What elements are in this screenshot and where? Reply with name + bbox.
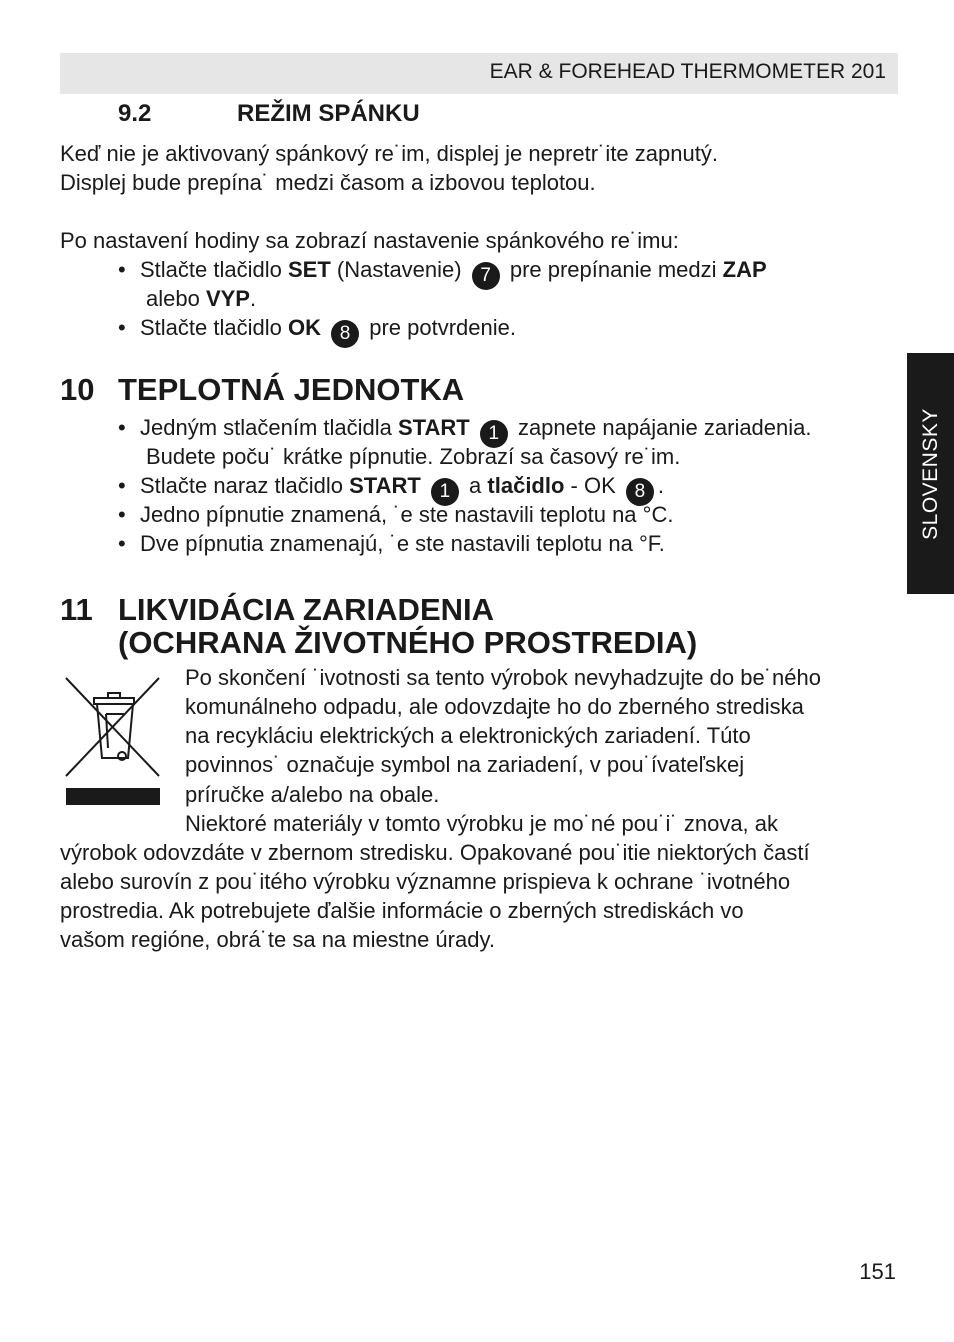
start-key-label: START	[398, 415, 470, 440]
paragraph-line: výrobok odovzdáte v zbernom stredisku. Opakované pou˙itie niektorých častí	[60, 840, 810, 865]
bullet-dot: •	[118, 502, 126, 527]
section-9-2-title: REŽIM SPÁNKU	[237, 100, 420, 127]
zap-label: ZAP	[722, 257, 767, 282]
language-tab-label: SLOVENSKY	[918, 407, 942, 540]
section-10-title: TEPLOTNÁ JEDNOTKA	[118, 372, 465, 407]
vyp-label: VYP	[205, 286, 250, 311]
bullet-item: • Stlačte tlačidlo SET (Nastavenie) 7 pre prepínanie medzi ZAP	[118, 255, 767, 290]
page-number: 151	[859, 1259, 896, 1284]
bullet-dot: •	[118, 473, 126, 498]
bullet-dot: •	[118, 315, 126, 340]
paragraph-line: komunálneho odpadu, ale odovzdajte ho do zberného strediska	[185, 694, 804, 719]
section-11-title-line2: (OCHRANA ŽIVOTNÉHO PROSTREDIA)	[118, 625, 698, 660]
paragraph-line: Displej bude prepína˙ medzi časom a izbovou teplotou.	[60, 170, 596, 195]
crossed-out-wheelie-bin-icon	[64, 676, 161, 806]
button-8-badge: 8	[626, 478, 654, 506]
header-title: EAR & FOREHEAD THERMOMETER 201	[489, 60, 886, 83]
button-7-badge: 7	[472, 262, 500, 290]
bullet-item: • Stlačte tlačidlo OK 8 pre potvrdenie.	[118, 313, 516, 348]
section-11-number: 11	[60, 592, 93, 627]
bullet-dot: •	[118, 257, 126, 282]
paragraph-line: vašom regióne, obrá˙te sa na miestne úrady.	[60, 927, 495, 952]
section-11-title-line1: LIKVIDÁCIA ZARIADENIA	[118, 592, 495, 627]
button-1-badge: 1	[480, 420, 508, 448]
bullet-item: • Stlačte naraz tlačidlo START 1 a tlačidlo - OK 8 .	[118, 471, 664, 506]
paragraph-line: na recykláciu elektrických a elektronických zariadení. Túto	[185, 723, 751, 748]
start-key-label: START	[349, 473, 421, 498]
paragraph-line: prostredia. Ak potrebujete ďalšie informácie o zberných strediskách vo	[60, 898, 744, 923]
bullet-item: • Jedno pípnutie znamená, ˙e ste nastavili teplotu na °C.	[118, 502, 674, 527]
paragraph-line: Niektoré materiály v tomto výrobku je mo˙né pou˙i˙ znova, ak	[185, 811, 779, 836]
bullet-dot: •	[118, 415, 126, 440]
bullet-item: • Dve pípnutia znamenajú, ˙e ste nastavili teplotu na °F.	[118, 531, 665, 556]
section-9-2-number: 9.2	[118, 100, 152, 127]
button-8-badge: 8	[331, 320, 359, 348]
section-10-number: 10	[60, 372, 95, 407]
bullet-continuation: Budete poču˙ krátke pípnutie. Zobrazí sa časový re˙im.	[146, 444, 681, 469]
paragraph-line: Keď nie je aktivovaný spánkový re˙im, displej je nepretr˙ite zapnutý.	[60, 141, 718, 166]
language-tab	[907, 353, 954, 594]
header-bar	[60, 53, 898, 94]
ok-key-label: OK	[287, 315, 321, 340]
paragraph-line: Po nastavení hodiny sa zobrazí nastavenie spánkového re˙imu:	[60, 228, 679, 253]
paragraph-line: alebo surovín z pou˙itého výrobku významne prispieva k ochrane ˙ivotného	[60, 869, 791, 894]
paragraph-line: Po skončení ˙ivotnosti sa tento výrobok nevyhadzujte do be˙ného	[185, 665, 821, 690]
set-key-label: SET	[287, 257, 331, 282]
bullet-continuation: alebo VYP.	[146, 286, 257, 311]
bullet-item: • Jedným stlačením tlačidla START 1 zapnete napájanie zariadenia.	[118, 413, 812, 448]
tlacidlo-label: tlačidlo	[487, 473, 565, 498]
button-1-badge: 1	[431, 478, 459, 506]
bullet-dot: •	[118, 531, 126, 556]
paragraph-line: príručke a/alebo na obale.	[185, 782, 440, 807]
paragraph-line: povinnos˙ označuje symbol na zariadení, v pou˙ívateľskej	[185, 752, 745, 777]
